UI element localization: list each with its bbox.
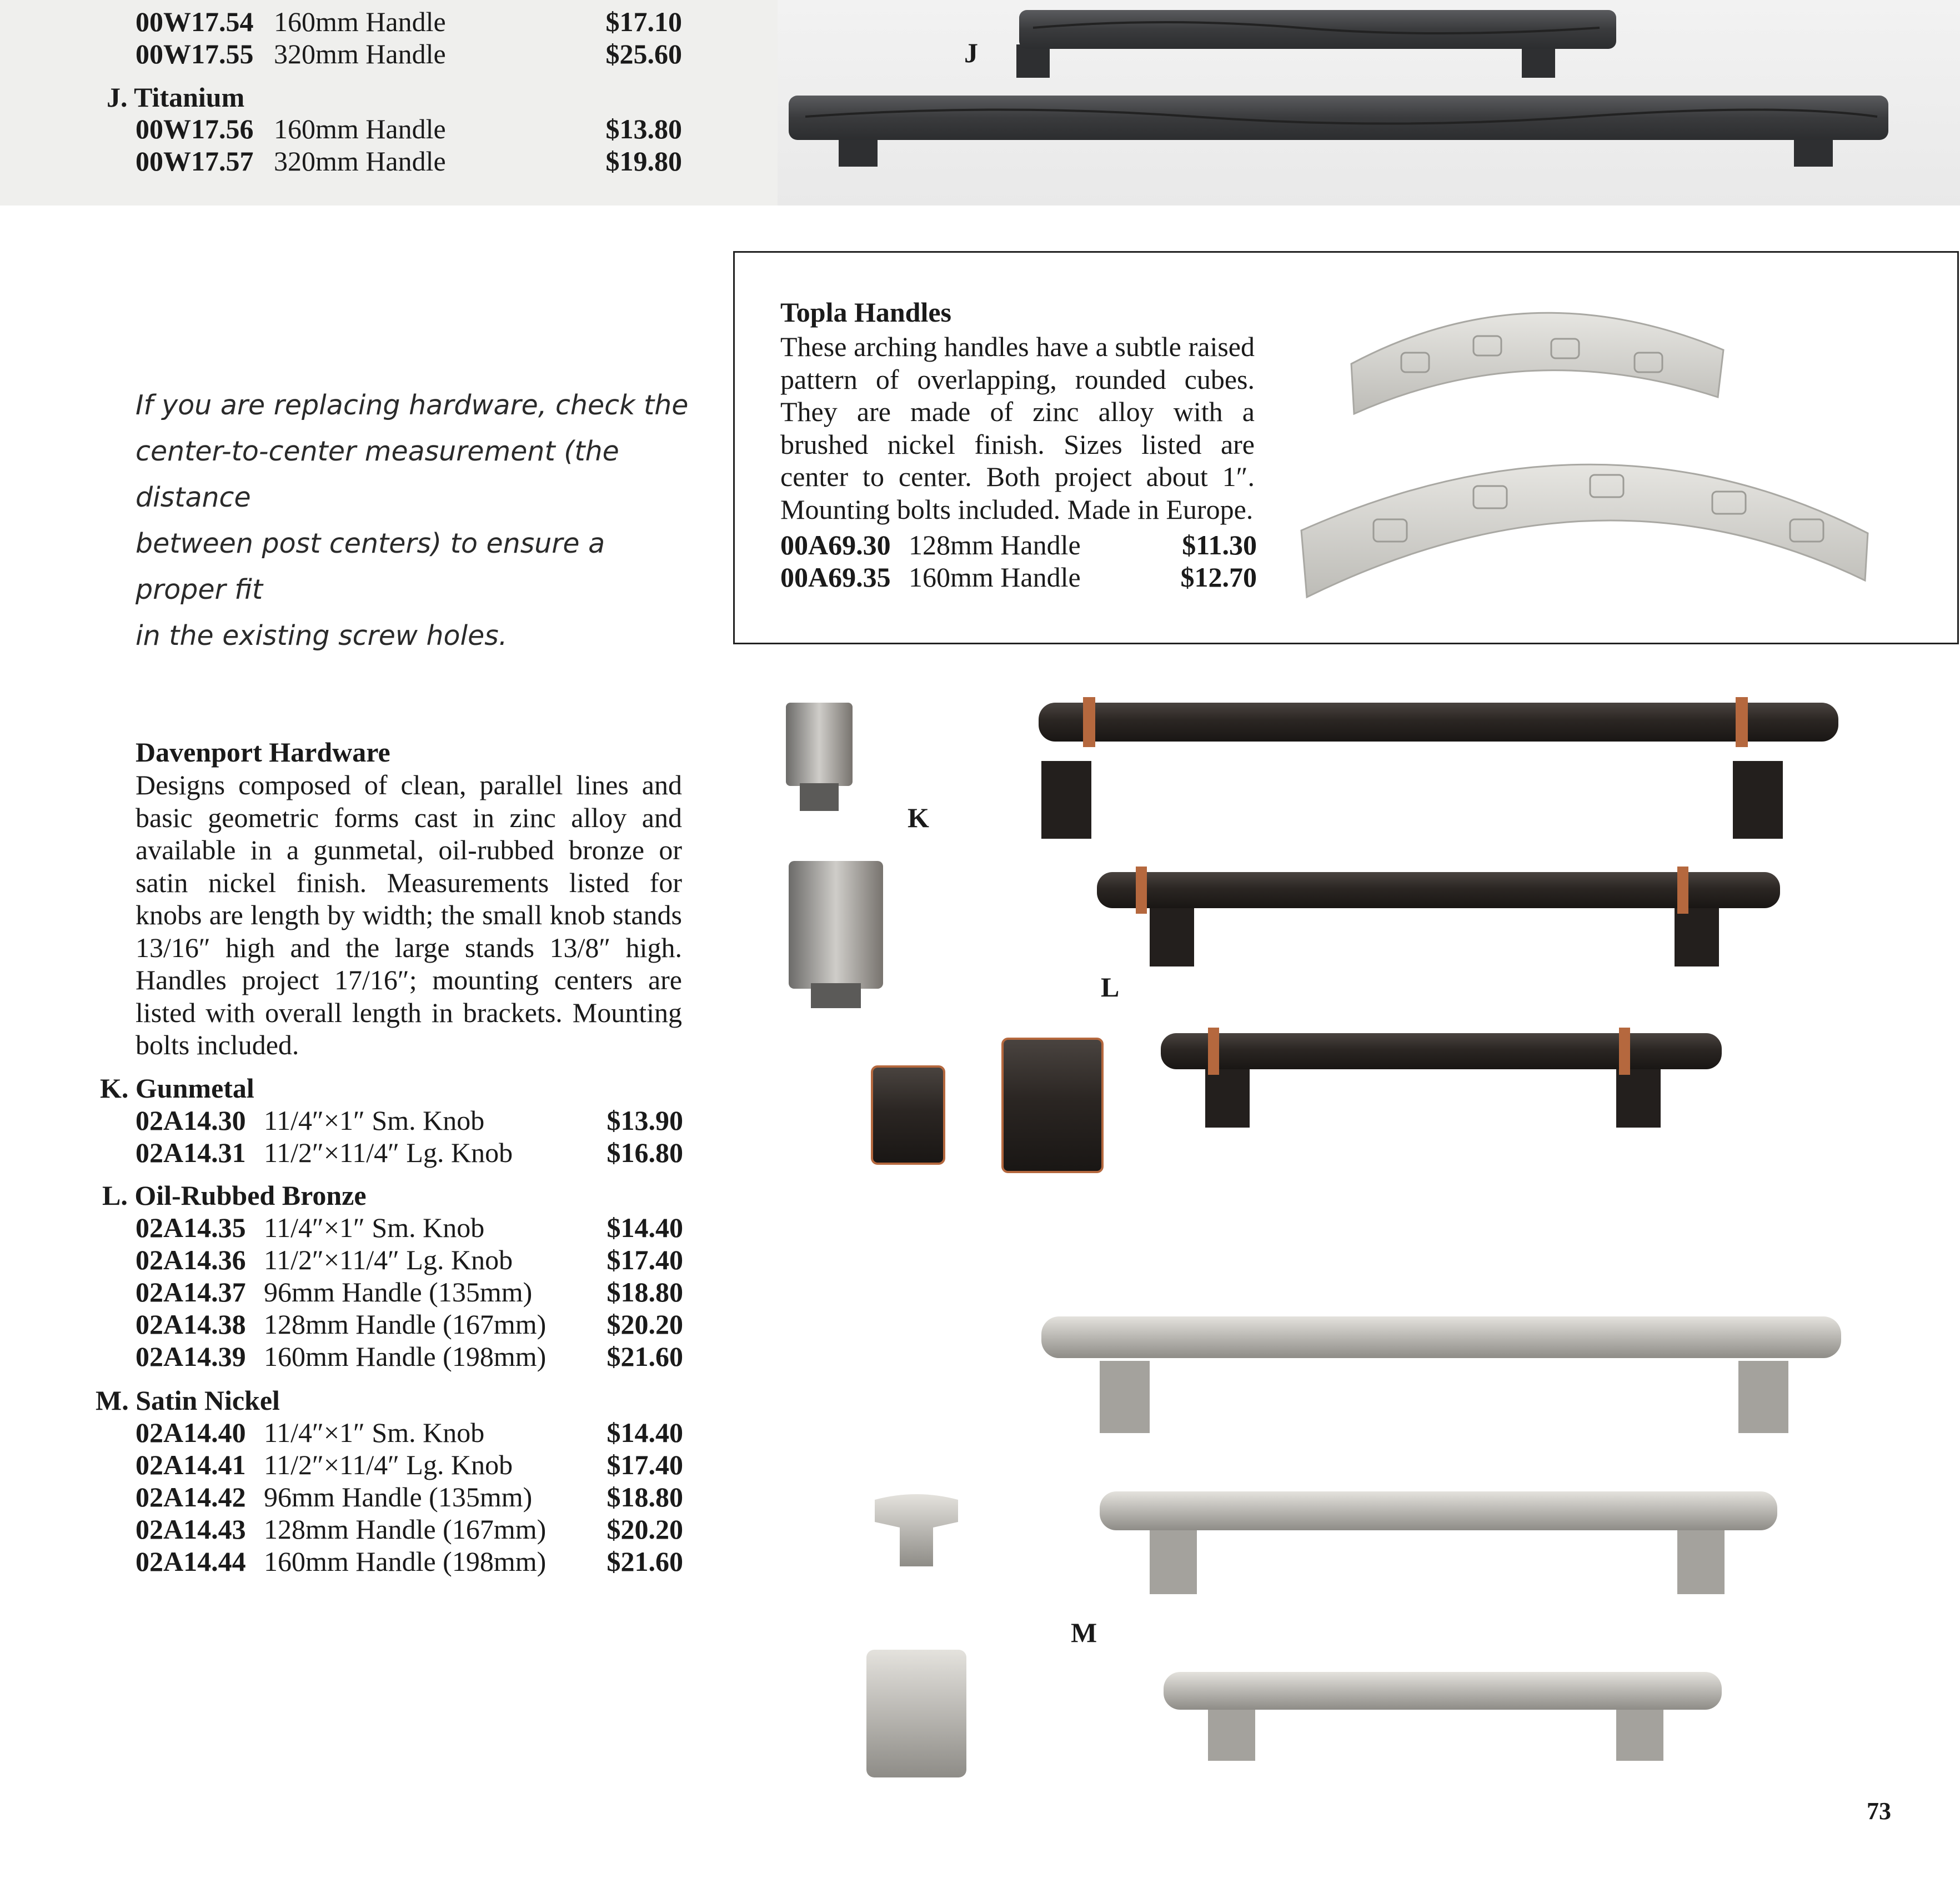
item-code: 00A69.35 <box>780 562 891 593</box>
davenport-description: Designs composed of clean, parallel lines and basic geometric forms cast in zinc alloy and available in a gunmetal, oil-rubbed bronze or satin nickel finish. Measurements listed for knobs are length by width; the small knob stands 13/16″ high and the large stands 13/8″ high. Handles project 17/16″; mounting centers are listed with overall length in brackets. Mounting bolts included. <box>136 769 682 1060</box>
item-price: $12.70 <box>1180 562 1257 593</box>
item-description: 160mm Handle (198mm) <box>264 1546 547 1577</box>
item-price: $14.40 <box>606 1212 683 1243</box>
note-line: If you are replacing hardware, check the <box>136 389 689 421</box>
item-price: $25.60 <box>605 38 682 69</box>
item-description: 128mm Handle (167mm) <box>264 1514 547 1545</box>
group-heading-oil-rubbed-bronze <box>102 1179 367 1211</box>
item-price: $21.60 <box>606 1341 683 1372</box>
item-price: $20.20 <box>606 1514 683 1545</box>
photo-label-j: J <box>964 37 978 68</box>
topla-handles-image <box>1290 286 1901 630</box>
item-code: 00W17.54 <box>136 6 254 37</box>
item-price: $18.80 <box>606 1481 683 1513</box>
item-code: 02A14.43 <box>136 1514 246 1545</box>
item-price: $16.80 <box>606 1137 683 1168</box>
item-description: 96mm Handle (135mm) <box>264 1481 533 1513</box>
photo-label-k: K <box>908 802 929 833</box>
item-description: 11/4″×1″ Sm. Knob <box>264 1417 485 1448</box>
item-description: 11/2″×11/4″ Lg. Knob <box>264 1244 513 1275</box>
note-line: between post centers) to ensure a proper fit <box>136 528 605 605</box>
photo-label-m: M <box>1071 1617 1097 1648</box>
item-price: $20.20 <box>606 1309 683 1340</box>
group-name: Gunmetal <box>135 1073 254 1104</box>
item-price: $13.80 <box>605 113 682 144</box>
item-description: 320mm Handle <box>274 38 446 69</box>
item-description: 128mm Handle <box>909 529 1081 560</box>
titanium-handles-image <box>778 0 1960 206</box>
item-price: $17.40 <box>606 1244 683 1275</box>
item-description: 128mm Handle (167mm) <box>264 1309 547 1340</box>
topla-description: These arching handles have a subtle raised pattern of overlapping, rounded cubes. They are made of zinc alloy with a brushed nickel finish. Sizes listed are center to center. Both project about 1″. Mounting bolts included. Made in Europe. <box>780 331 1255 525</box>
item-price: $19.80 <box>605 146 682 177</box>
topla-section <box>733 251 1959 644</box>
item-code: 02A14.39 <box>136 1341 246 1372</box>
item-description: 96mm Handle (135mm) <box>264 1276 533 1308</box>
replacement-note <box>136 382 691 659</box>
item-description: 160mm Handle <box>909 562 1081 593</box>
item-description: 11/2″×11/4″ Lg. Knob <box>264 1449 513 1480</box>
item-code: 00W17.57 <box>136 146 254 177</box>
group-heading-titanium <box>107 81 244 113</box>
item-description: 160mm Handle (198mm) <box>264 1341 547 1372</box>
item-price: $17.10 <box>605 6 682 37</box>
group-letter: L. <box>102 1180 128 1211</box>
item-code: 02A14.31 <box>136 1137 246 1168</box>
item-code: 02A14.38 <box>136 1309 246 1340</box>
item-price: $13.90 <box>606 1105 683 1136</box>
item-code: 02A14.37 <box>136 1276 246 1308</box>
item-code: 02A14.42 <box>136 1481 246 1513</box>
item-description: 11/4″×1″ Sm. Knob <box>264 1212 485 1243</box>
davenport-hardware-image <box>766 678 1877 1816</box>
item-price: $18.80 <box>606 1276 683 1308</box>
davenport-title: Davenport Hardware <box>136 737 390 768</box>
group-heading-satin-nickel <box>96 1384 280 1416</box>
item-code: 02A14.36 <box>136 1244 246 1275</box>
group-letter: K. <box>100 1073 129 1104</box>
item-price: $14.40 <box>606 1417 683 1448</box>
item-price: $17.40 <box>606 1449 683 1480</box>
item-code: 02A14.40 <box>136 1417 246 1448</box>
item-code: 02A14.35 <box>136 1212 246 1243</box>
group-name: Satin Nickel <box>136 1385 280 1416</box>
item-price: $21.60 <box>606 1546 683 1577</box>
group-name: Titanium <box>134 82 245 113</box>
titanium-handles-photo <box>778 0 1960 206</box>
item-code: 02A14.30 <box>136 1105 246 1136</box>
page-number: 73 <box>1867 1797 1891 1825</box>
topla-title: Topla Handles <box>780 297 952 328</box>
item-description: 160mm Handle <box>274 113 446 144</box>
item-description: 11/4″×1″ Sm. Knob <box>264 1105 485 1136</box>
note-line: center-to-center measurement (the distance <box>136 435 619 513</box>
group-heading-gunmetal <box>100 1072 254 1104</box>
item-description: 320mm Handle <box>274 146 446 177</box>
item-code: 00W17.56 <box>136 113 254 144</box>
group-name: Oil-Rubbed Bronze <box>134 1180 367 1211</box>
item-code: 02A14.41 <box>136 1449 246 1480</box>
group-letter: J. <box>107 82 128 113</box>
photo-label-l: L <box>1101 971 1120 1003</box>
group-letter: M. <box>96 1385 129 1416</box>
item-code: 02A14.44 <box>136 1546 246 1577</box>
item-description: 160mm Handle <box>274 6 446 37</box>
item-description: 11/2″×11/4″ Lg. Knob <box>264 1137 513 1168</box>
item-price: $11.30 <box>1182 529 1257 560</box>
item-code: 00A69.30 <box>780 529 891 560</box>
note-line: in the existing screw holes. <box>136 620 508 652</box>
item-code: 00W17.55 <box>136 38 254 69</box>
